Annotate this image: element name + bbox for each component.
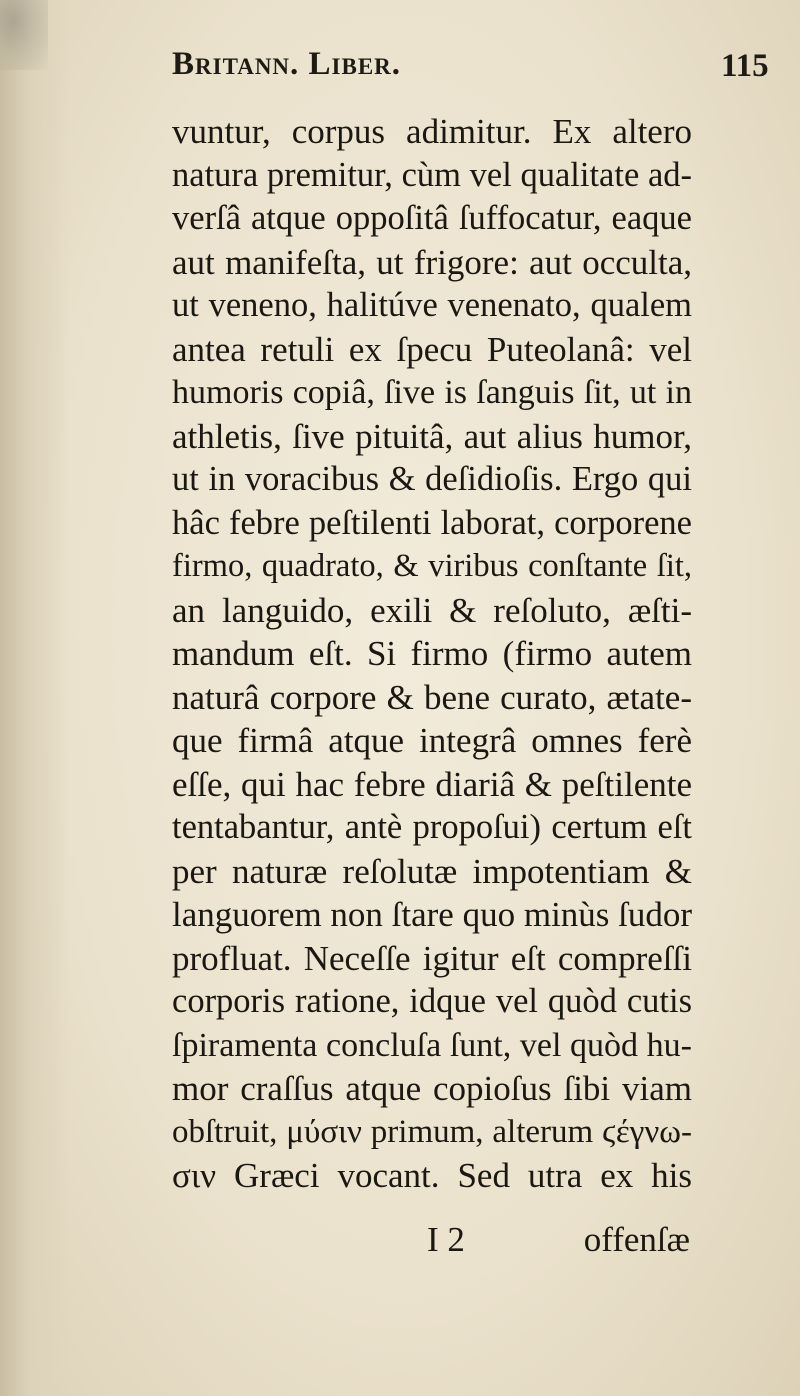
text-line: mandum eſt. Si firmo (firmo autem — [172, 634, 692, 673]
text-line: ut veneno, halitúve venenato, qualem — [172, 286, 692, 324]
text-line: corporis ratione, idque vel quòd cutis — [172, 982, 692, 1020]
text-line: humoris copiâ, ſive is ſanguis ſit, ut in — [172, 374, 692, 411]
text-line: tentabantur, antè propoſui) certum eſt — [172, 808, 692, 846]
catchline — [172, 1218, 692, 1261]
text-line: hâc febre peſtilenti laborat, corporene — [172, 503, 692, 542]
text-line: languorem non ſtare quo minùs ſudor — [172, 895, 693, 934]
body-text — [172, 110, 692, 1198]
catchword: offenſæ — [583, 1220, 690, 1259]
text-line: naturâ corpore & bene curato, ætate- — [172, 677, 692, 717]
text-line: aut manifeſta, ut frigore: aut occulta, — [172, 242, 692, 282]
signature-mark: I 2 — [427, 1220, 465, 1259]
text-line: eſſe, qui hac febre diariâ & peſtilente — [172, 764, 692, 804]
text-line: antea retuli ex ſpecu Puteolanâ: vel — [172, 329, 692, 369]
gutter-shadow — [0, 0, 70, 1396]
text-line: ut in voracibus & deſidioſis. Ergo qui — [172, 460, 692, 498]
running-title: Britann. Liber. — [172, 46, 402, 82]
text-line: athletis, ſive pituitâ, aut alius humor, — [172, 416, 692, 456]
page-number: 115 — [721, 48, 769, 84]
text-line: profluat. Neceſſe igitur eſt compreſſi — [172, 938, 692, 978]
text-line: vuntur, corpus adimitur. Ex altero — [172, 112, 692, 151]
text-line: an languido, exili & reſoluto, æſti- — [172, 590, 692, 630]
corner-stain — [0, 0, 48, 70]
text-line: que firmâ atque integrâ omnes ferè — [172, 721, 692, 760]
text-line: ſpiramenta concluſa ſunt, vel quòd hu- — [172, 1026, 692, 1064]
text-line: obſtruit, μύσιν primum, alterum ϛέγνω- — [172, 1113, 692, 1150]
text-line: verſâ atque oppoſitâ ſuffocatur, eaque — [172, 199, 692, 237]
text-line: firmo, quadrato, & viribus conſtante ſit, — [172, 548, 692, 584]
text-line: per naturæ reſolutæ impotentiam & — [172, 851, 692, 891]
text-line: natura premitur, cùm vel qualitate ad- — [172, 155, 692, 194]
text-line: mor craſſus atque copioſus ſibi viam — [172, 1069, 692, 1108]
text-line: σιν Græci vocant. Sed utra ex his — [172, 1156, 692, 1195]
